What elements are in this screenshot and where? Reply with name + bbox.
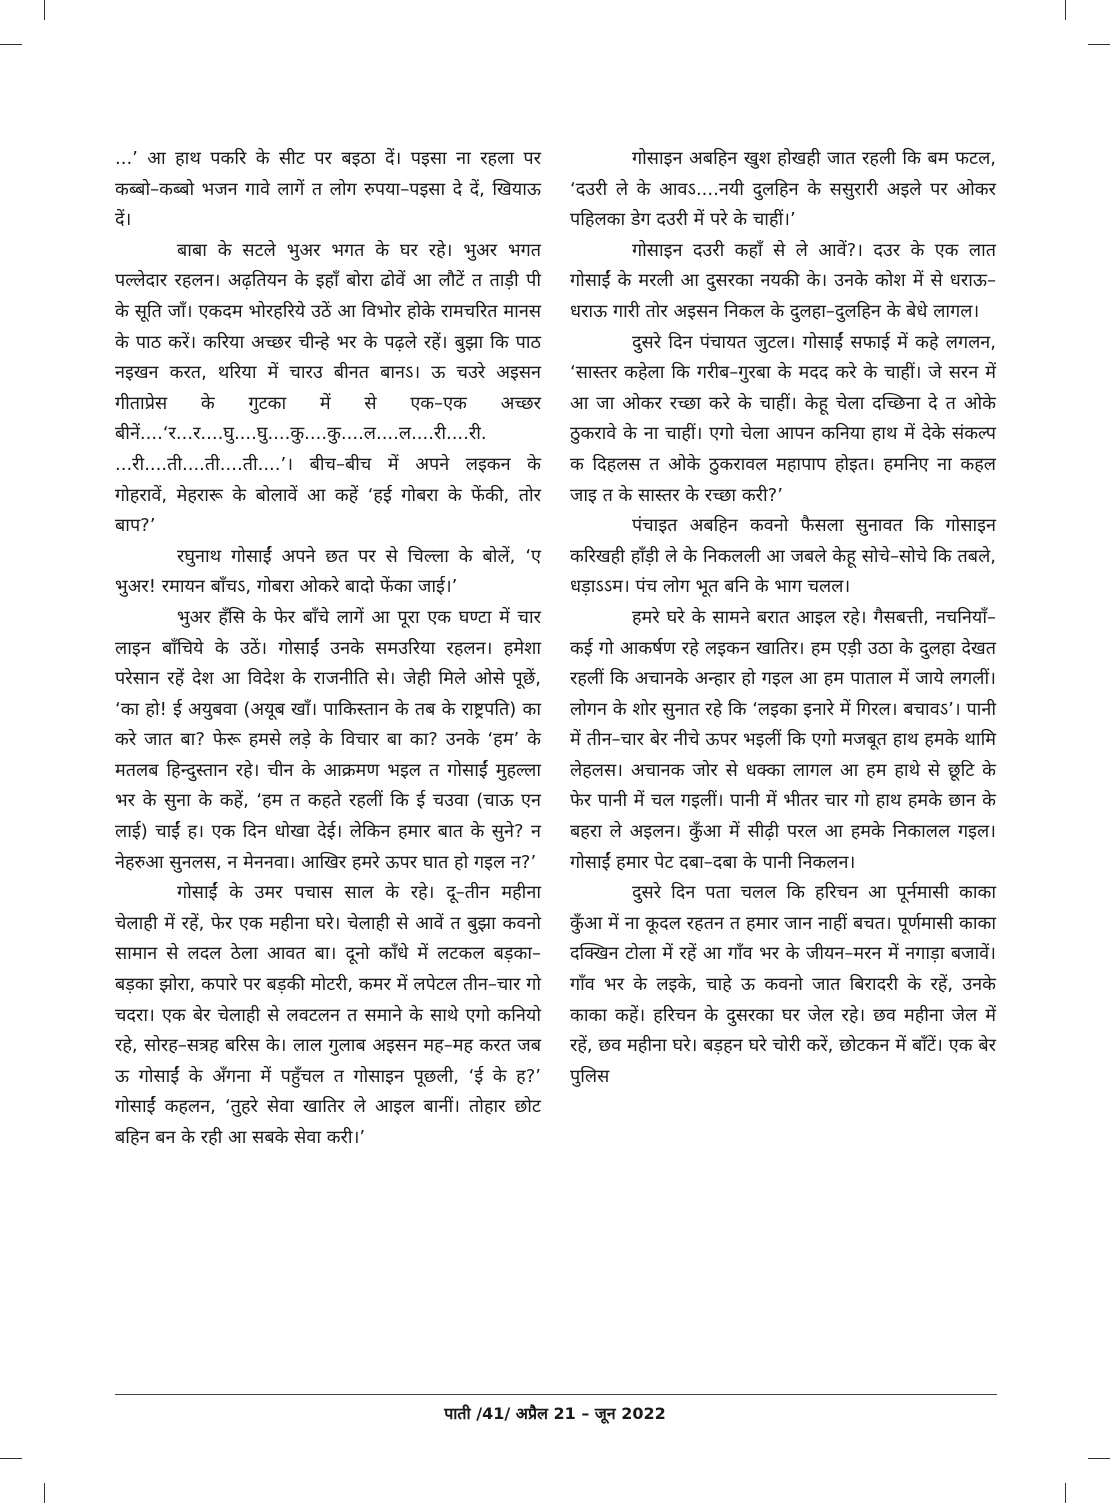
crop-mark [1088, 44, 1110, 45]
crop-mark [0, 44, 22, 45]
paragraph: दुसरे दिन पंचायत जुटल। गोसाईं सफाई में कहे लगलन, ‘सास्तर कहेला कि गरीब–गुरबा के मदद करे के चाहीं। जे सरन में आ जा ओकर रच्छा करे के चाहीं। केहू चेला दच्छिना दे त ओके ठुकरावे के ना चाहीं। एगो चेला आपन कनिया हाथ में देके संकल्प क दिहलस त ओके ठुकरावल महापाप होइत। हमनिए ना कहल जाइ त के सास्तर के रच्छा करी?’ [570, 331, 996, 506]
crop-mark [1088, 1458, 1110, 1459]
paragraph: ...’ आ हाथ पकरि के सीट पर बइठा दें। पइसा ना रहला पर कब्बो–कब्बो भजन गावे लागें त लोग रुपया–पइसा दे दें, खियाऊ दें। [115, 148, 541, 231]
left-column [115, 144, 541, 1154]
crop-mark [1065, 1483, 1066, 1503]
crop-mark [1065, 0, 1066, 20]
paragraph: गोसाइन अबहिन खुश होखही जात रहली कि बम फटल, ‘दउरी ले के आवऽ....नयी दुलहिन के ससुरारी अइले पर ओकर पहिलका डेग दउरी में परे के चाहीं।’ [570, 148, 996, 231]
paragraph: हमरे घरे के सामने बरात आइल रहे। गैसबत्ती, नचनियाँ–कई गो आकर्षण रहे लइकन खातिर। हम एड़ी उठा के दुलहा देखत रहलीं कि अचानके अन्हार हो गइल आ हम पाताल में जाये लगलीं। लोगन के शोर सुनात रहे कि ‘लइका इनारे में गिरल। बचावऽ’। पानी में तीन–चार बेर नीचे ऊपर भइलीं कि एगो मजबूत हाथ हमके थामि लेहलस। अचानक जोर से धक्का लागल आ हम हाथे से छूटि के फेर पानी में चल गइलीं। पानी में भीतर चार गो हाथ हमके छान के बहरा ले अइलन। कुँआ में सीढ़ी परल आ हमके निकालल गइल। गोसाईं हमार पेट दबा–दबा के पानी निकलन। [570, 606, 996, 873]
paragraph: पंचाइत अबहिन कवनो फैसला सुनावत कि गोसाइन करिखही हाँड़ी ले के निकलली आ जबले केहू सोचे–सोचे कि तबले, धड़ाऽऽम। पंच लोग भूत बनि के भाग चलल। [570, 515, 996, 598]
crop-mark [44, 1483, 45, 1503]
paragraph: गोसाइन दउरी कहाँ से ले आवें?। दउर के एक लात गोसाईं के मरली आ दुसरका नयकी के। उनके कोश में से धराऊ–धराऊ गारी तोर अइसन निकल के दुलहा–दुलहिन के बेधे लागल। [570, 239, 996, 322]
page-footer: पाती /41/ अप्रैल 21 – जून 2022 [444, 1404, 666, 1423]
paragraph: गोसाईं के उमर पचास साल के रहे। दू–तीन महीना चेलाही में रहें, फेर एक महीना घरे। चेलाही से आवें त बुझा कवनो सामान से लदल ठेला आवत बा। दूनो काँधे में लटकल बड़का–बड़का झोरा, कपारे पर बड़की मोटरी, कमर में लपेटल तीन–चार गो चदरा। एक बेर चेलाही से लवटलन त समाने के साथे एगो कनियो रहे, सोरह–सत्रह बरिस के। लाल गुलाब अइसन मह–मह करत जब ऊ गोसाईं के अँगना में पहुँचल त गोसाइन पूछली, ‘ई के ह?’ गोसाईं कहलन, ‘तुहरे सेवा खातिर ले आइल बानीं। तोहार छोट बहिन बन के रही आ सबके सेवा करी।’ [115, 882, 541, 1148]
footer-divider [115, 1394, 997, 1395]
crop-mark [44, 0, 45, 20]
right-column [570, 144, 996, 1092]
paragraph: भुअर हँसि के फेर बाँचे लागें आ पूरा एक घण्टा में चार लाइन बाँचिये के उठें। गोसाईं उनके समउरिया रहलन। हमेशा परेसान रहें देश आ विदेश के राजनीति से। जेही मिले ओसे पूछें, ‘का हो! ई अयुबवा (अयूब खाँ। पाकिस्तान के तब के राष्ट्रपति) का करे जात बा? फेरू हमसे लड़े के विचार बा का? उनके ‘हम’ के मतलब हिन्दुस्तान रहे। चीन के आक्रमण भइल त गोसाईं मुहल्ला भर के सुना के कहें, ‘हम त कहते रहलीं कि ई चउवा (चाऊ एन लाई) चाईं ह। एक दिन धोखा देई। लेकिन हमार बात के सुने? न नेहरुआ सुनलस, न मेननवा। आखिर हमरे ऊपर घात हो गइल न?’ [115, 606, 541, 873]
crop-mark [0, 1458, 22, 1459]
paragraph: बाबा के सटले भुअर भगत के घर रहे। भुअर भगत पल्लेदार रहलन। अढ़तियन के इहाँ बोरा ढोवें आ लौटें त ताड़ी पी के सूति जाँ। एकदम भोरहरिये उठें आ विभोर होके रामचरित मानस के पाठ करें। करिया अच्छर चीन्हे भर के पढ़ले रहें। बुझा कि पाठ नइखन करत, थरिया में चारउ बीनत बानऽ। ऊ चउरे अइसन गीताप्रेस के गुटका में से एक–एक अच्छर बीनें....‘र...र....घु....घु....कु....कु....ल....ल....री....री. ...री....ती....ती....ती....’। बीच–बीच में अपने लइकन के गोहरावें, मेहरारू के बोलावें आ कहें ‘हई गोबरा के फेंकी, तोर बाप?’ [115, 239, 541, 537]
paragraph: दुसरे दिन पता चलल कि हरिचन आ पूर्नमासी काका कुँआ में ना कूदल रहतन त हमार जान नाहीं बचत। पूर्णमासी काका दक्खिन टोला में रहें आ गाँव भर के जीयन–मरन में नगाड़ा बजावें। गाँव भर के लइके, चाहे ऊ कवनो जात बिरादरी के रहें, उनके काका कहें। हरिचन के दुसरका घर जेल रहे। छव महीना जेल में रहें, छव महीना घरे। बड़हन घरे चोरी करें, छोटकन में बाँटें। एक बेर पुलिस [570, 882, 996, 1087]
paragraph: रघुनाथ गोसाईं अपने छत पर से चिल्ला के बोलें, ‘ए भुअर! रमायन बाँचऽ, गोबरा ओकरे बादो फेंका जाई।’ [115, 545, 541, 598]
